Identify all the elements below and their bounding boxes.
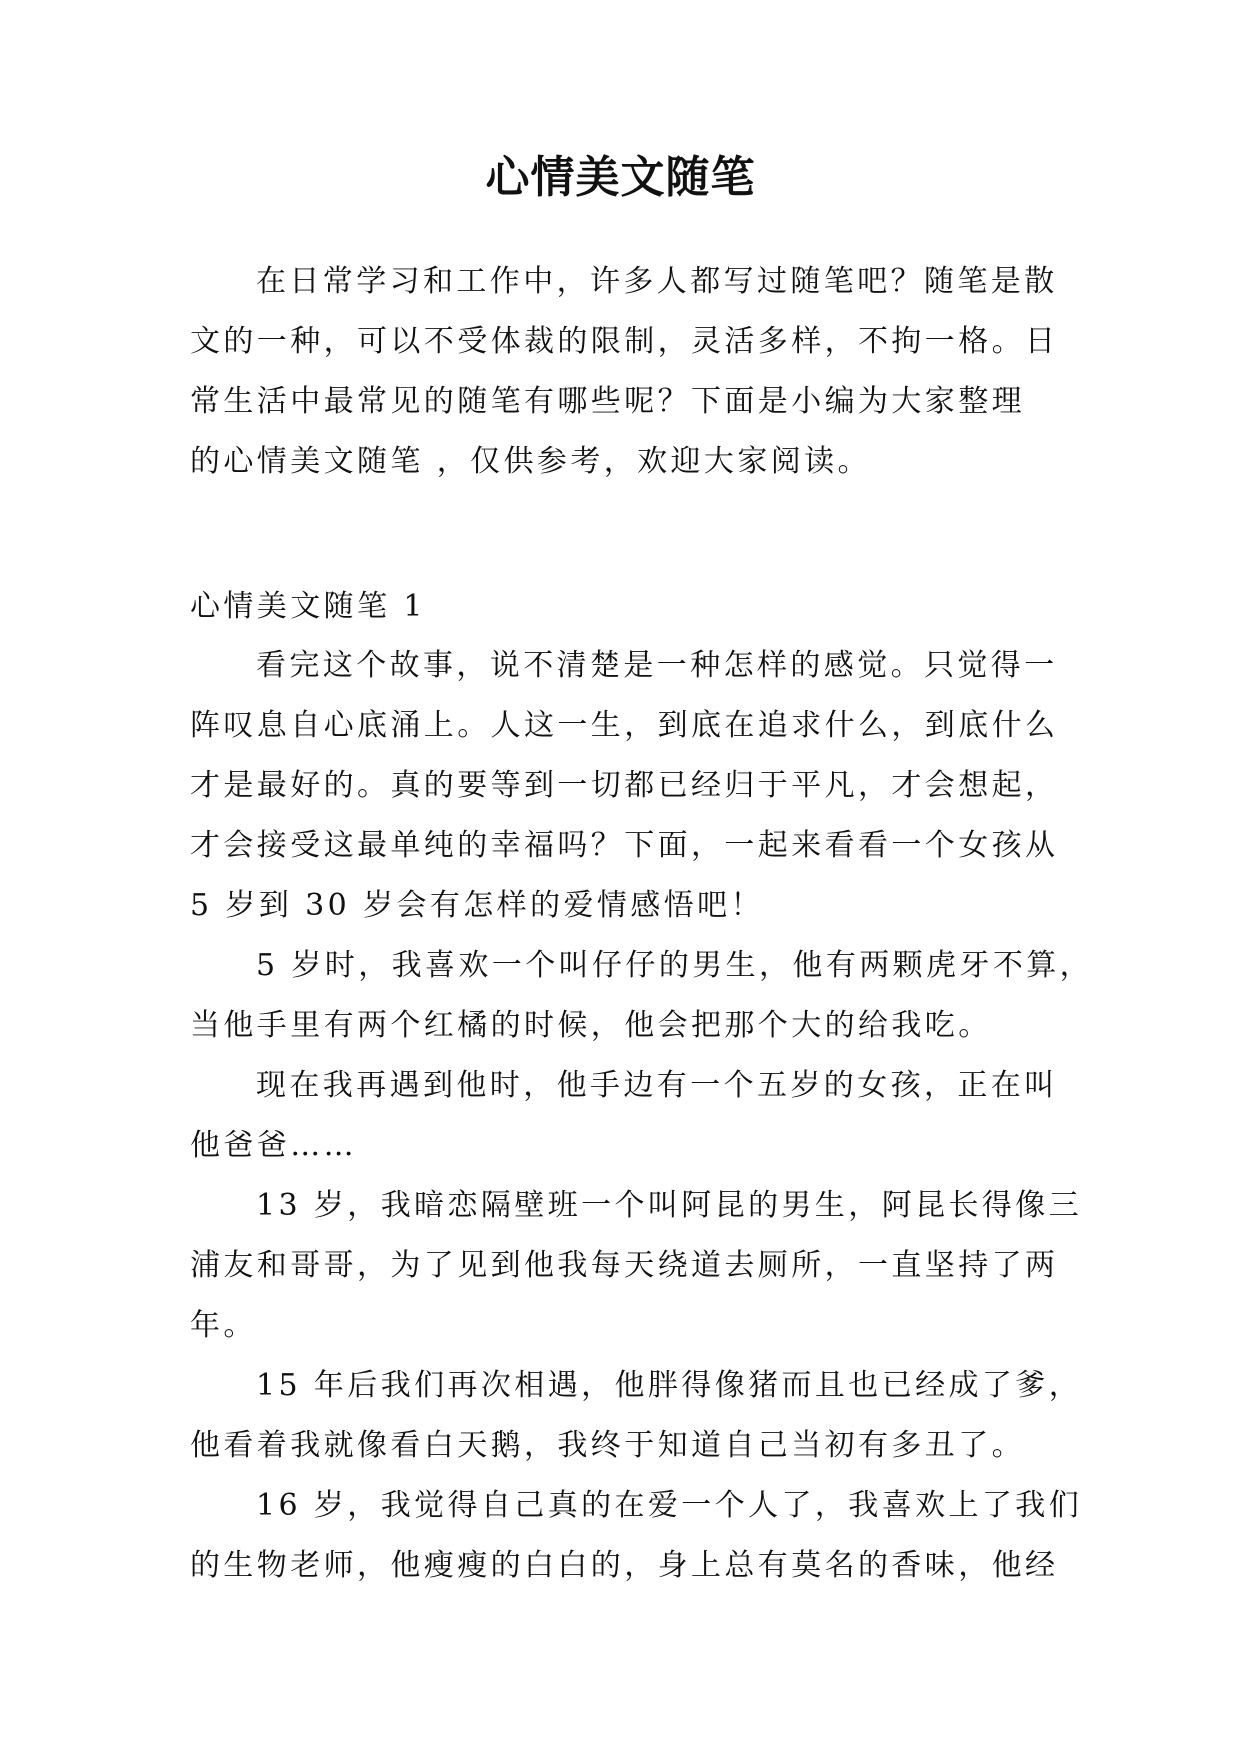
body-line: 阵叹息自心底涌上。人这一生，到底在追求什么，到底什么 bbox=[190, 708, 1059, 743]
body-line: 现在我再遇到他时，他手边有一个五岁的女孩，正在叫 bbox=[256, 1068, 1058, 1103]
intro-line: 文的一种，可以不受体裁的限制，灵活多样，不拘一格。日 bbox=[190, 324, 1059, 359]
body-line: 看完这个故事，说不清楚是一种怎样的感觉。只觉得一 bbox=[256, 648, 1058, 683]
section-heading: 心情美文随笔 1 bbox=[190, 589, 426, 624]
body-line: 的生物老师，他瘦瘦的白白的，身上总有莫名的香味，他经 bbox=[190, 1548, 1059, 1583]
body-line: 他爸爸…… bbox=[190, 1128, 357, 1163]
body-line: 他看着我就像看白天鹅，我终于知道自己当初有多丑了。 bbox=[190, 1428, 1025, 1463]
body-line: 年。 bbox=[190, 1308, 257, 1343]
body-line: 5 岁到 30 岁会有怎样的爱情感悟吧！ bbox=[190, 888, 764, 923]
body-line: 16 岁，我觉得自己真的在爱一个人了，我喜欢上了我们 bbox=[256, 1488, 1083, 1523]
document-title: 心情美文随笔 bbox=[485, 152, 756, 203]
intro-paragraph bbox=[190, 252, 1060, 492]
body-line: 15 年后我们再次相遇，他胖得像猪而且也已经成了爹， bbox=[256, 1368, 1083, 1403]
intro-line: 在日常学习和工作中，许多人都写过随笔吧？随笔是散 bbox=[256, 264, 1058, 299]
article-body bbox=[190, 636, 1094, 1596]
body-line: 浦友和哥哥，为了见到他我每天绕道去厕所，一直坚持了两 bbox=[190, 1248, 1059, 1283]
intro-line: 常生活中最常见的随笔有哪些呢？下面是小编为大家整理 bbox=[190, 384, 1025, 419]
body-line: 才是最好的。真的要等到一切都已经归于平凡，才会想起， bbox=[190, 768, 1059, 803]
intro-line: 的心情美文随笔 ，仅供参考，欢迎大家阅读。 bbox=[190, 444, 871, 479]
body-line: 当他手里有两个红橘的时候，他会把那个大的给我吃。 bbox=[190, 1008, 992, 1043]
body-line: 才会接受这最单纯的幸福吗？下面，一起来看看一个女孩从 bbox=[190, 828, 1059, 863]
body-line: 13 岁，我暗恋隔壁班一个叫阿昆的男生，阿昆长得像三 bbox=[256, 1188, 1083, 1223]
body-line: 5 岁时，我喜欢一个叫仔仔的男生，他有两颗虎牙不算， bbox=[256, 948, 1094, 983]
